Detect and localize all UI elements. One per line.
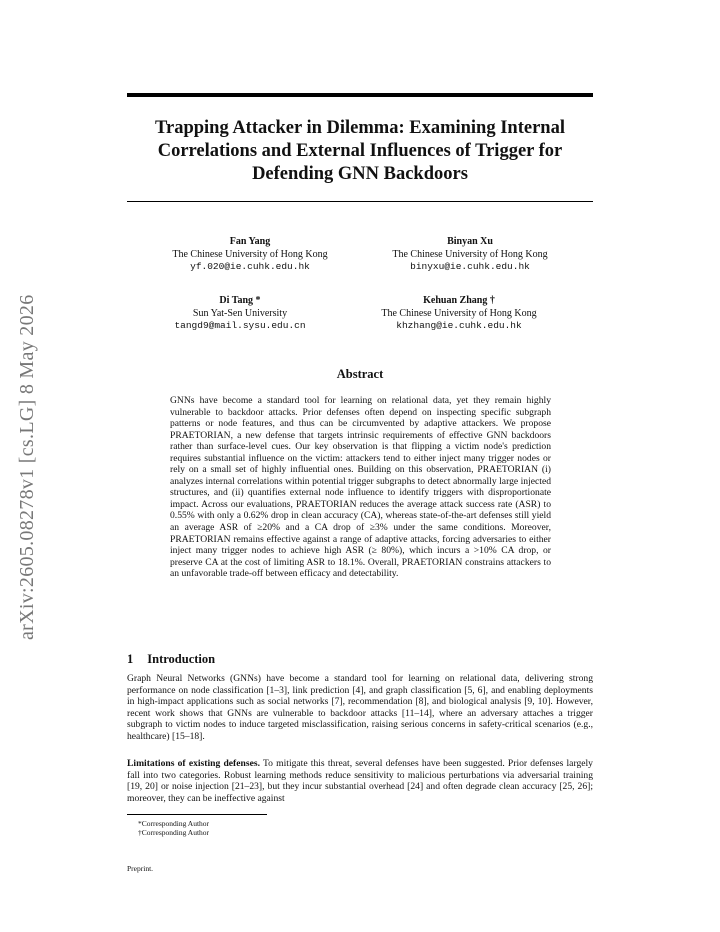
intro-paragraph-1: Graph Neural Networks (GNNs) have become a standard tool for learning on relational data, delivering strong performance on node classification [1–3], link prediction [4], and graph classification [5, 6], and enabling deployments in high-impact applications such as social networks [7], recommendation [8], and biological analysis [9, 10]. However, recent work shows that GNNs are vulnerable to backdoor attacks [11–14], where an adversary attaches a trigger subgraph to victim nodes to induce targeted misclassification, raising serious concerns in safety-critical scenarios (e.g., healthcare) [15–18]. — [127, 673, 593, 742]
author-block-1 — [140, 236, 360, 274]
author-name: Kehuan Zhang † — [423, 295, 495, 306]
abstract-heading: Abstract — [336, 367, 384, 381]
author-affiliation: Sun Yat-Sen University — [192, 307, 288, 319]
author-email: tangd9@mail.sysu.edu.cn — [174, 320, 306, 331]
title-top-rule — [127, 93, 593, 97]
preprint-label: Preprint. — [127, 864, 154, 873]
intro-paragraph-2 — [127, 758, 593, 804]
section-number: 1 — [127, 652, 134, 666]
section-title: Introduction — [147, 652, 216, 666]
author-name: Di Tang * — [219, 295, 261, 306]
author-block-3 — [130, 295, 350, 333]
author-block-4 — [349, 295, 569, 333]
section-heading — [127, 652, 215, 667]
author-affiliation: The Chinese University of Hong Kong — [172, 248, 328, 260]
footnote-1: *Corresponding Author — [138, 819, 210, 828]
author-email: khzhang@ie.cuhk.edu.hk — [396, 320, 522, 331]
footnote-2: †Corresponding Author — [138, 828, 210, 837]
author-email: yf.020@ie.cuhk.edu.hk — [190, 261, 310, 272]
author-email: binyxu@ie.cuhk.edu.hk — [410, 261, 530, 272]
author-name: Binyan Xu — [447, 236, 493, 247]
arxiv-sidebar-stamp: arXiv:2605.08278v1 [cs.LG] 8 May 2026 — [16, 294, 38, 640]
abstract-text: GNNs have become a standard tool for learning on relational data, yet they remain highly vulnerable to backdoor attacks. Prior defenses often depend on inspecting specific subgraph patterns or node features, and thus can be circumvented by adaptive attackers. We propose PRAETORIAN, a new defense that targets intrinsic requirements of effective GNN backdoors rather than surface-level cues. Our key observation is that flipping a victim node's prediction requires substantial influence on the victim: attackers tend to either inject many trigger nodes or rely on a small set of highly influential ones. Building on this observation, PRAETORIAN (i) analyzes internal correlations within potential trigger subgraphs to detect abnormally large injected structures, and (ii) quantifies external node influence to identify triggers with disproportionate impact. Across our evaluations, PRAETORIAN reduces the average attack success rate (ASR) to 0.55% with only a 0.62% drop in clean accuracy (CA), whereas state-of-the-art defenses still yield an average ASR of ≥20% and a CA drop of ≥3% under the same conditions. Moreover, PRAETORIAN remains effective against a range of adaptive attacks, forcing adversaries to either inject many trigger nodes to achieve high ASR (≥ 80%), which incurs a >10% CA drop, or preserve CA at the cost of limiting ASR to 18.1%. Overall, PRAETORIAN constrains attackers to an unfavorable trade-off between efficacy and detectability. — [170, 395, 551, 580]
author-name: Fan Yang — [229, 236, 271, 247]
title-bottom-rule — [127, 201, 593, 202]
paper-title: Trapping Attacker in Dilemma: Examining Internal Correlations and External Influences of Trigger for Defending GNN Backdoors — [155, 118, 565, 184]
footnote-rule — [127, 814, 267, 815]
author-affiliation: The Chinese University of Hong Kong — [381, 307, 537, 319]
paragraph-lead: Limitations of existing defenses. — [127, 758, 260, 769]
paragraph-text: To mitigate this threat, several defenses have been suggested. Prior defenses largely fall into two categories. Robust learning methods reduce sensitivity to malicious perturbations via adversarial training [19, 20] or noise injection [21–23], but they incur substantial overhead [24] and often degrade clean accuracy [25, 26]; moreover, they can be ineffective against — [127, 758, 593, 804]
author-affiliation: The Chinese University of Hong Kong — [392, 248, 548, 260]
author-block-2 — [360, 236, 580, 274]
